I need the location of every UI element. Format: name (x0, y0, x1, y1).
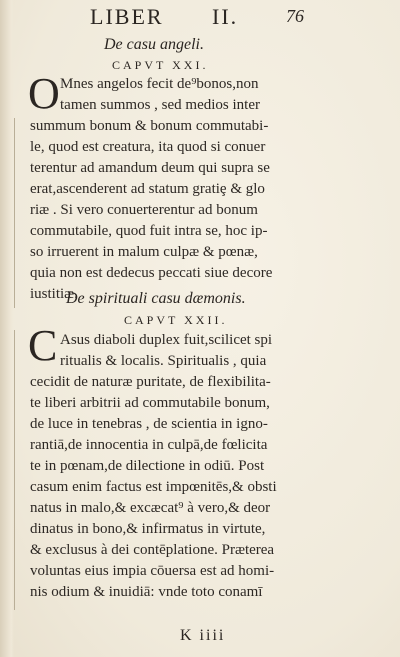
running-head-number: II. (212, 4, 239, 29)
chapter-21-line: summum bonum & bonum commutabi- (30, 118, 269, 134)
chapter-21-margin-rule (14, 118, 23, 308)
chapter-21-dropcap: O (28, 69, 60, 118)
chapter-22-text (30, 330, 320, 603)
chapter-21-line: quia non est dedecus peccati siue decore (30, 265, 273, 281)
chapter-22-line: nis odium & inuidiā: vnde toto conamī (30, 584, 263, 600)
chapter-21-line: terentur ad amandum deum qui supra se (30, 160, 270, 176)
chapter-22-line: de luce in tenebras , de scientia in igno- (30, 416, 268, 432)
chapter-22-line: ritualis & localis. Spiritualis , quia (60, 353, 267, 369)
chapter-22-title: De spirituali casu dæmonis. (66, 290, 246, 307)
folio-number: 76 (286, 6, 304, 26)
chapter-22-line: voluntas eius impia cōuersa est ad homi- (30, 563, 275, 579)
chapter-21-line: le, quod est creatura, ita quod si conuer (30, 139, 266, 155)
chapter-22-line: Asus diaboli duplex fuit,scilicet spi (60, 332, 273, 348)
chapter-21-line: so irruerent in malum culpæ & pœnæ, (30, 244, 258, 260)
chapter-22-line: cecidit de naturæ puritate, de flexibilita- (30, 374, 271, 390)
chapter-22-margin-rule (14, 330, 23, 610)
chapter-21-title: De casu angeli. (104, 36, 204, 53)
chapter-21-line: iustitiæ. (30, 286, 78, 302)
chapter-21-caput: CAPVT XXI. (112, 58, 209, 72)
chapter-21-line: tamen summos , sed medios inter (60, 97, 260, 113)
chapter-22-line: rantiā,de innocentia in culpā,de fœlicita (30, 437, 268, 453)
chapter-22-caput: CAPVT XXII. (124, 313, 228, 327)
chapter-21-line: Mnes angelos fecit de⁹bonos,non (60, 76, 259, 92)
chapter-22-line: casum enim factus est impœnitēs,& obsti (30, 479, 277, 495)
chapter-22-line: te in pœnam,de dilectione in odiū. Post (30, 458, 265, 474)
chapter-21-text (28, 69, 320, 305)
chapter-21-line: riæ . Si vero conuerterentur ad bonum (30, 202, 258, 218)
chapter-21-line: commutabile, quod fuit intra se, hoc ip- (30, 223, 268, 239)
chapter-22-line: te liberi arbitrii ad commutabile bonum, (30, 395, 270, 411)
chapter-22-dropcap: C (28, 321, 58, 370)
page-spine-shadow (0, 0, 14, 657)
chapter-22-line: dinatus in bono,& infirmatus in virtute, (30, 521, 266, 537)
chapter-21-line: erat,ascenderent ad statum gratiȩ & glo (30, 181, 265, 197)
chapter-22-line: & exclusus à dei contēplatione. Præterea (30, 542, 275, 558)
running-head-book: LIBER (90, 4, 164, 29)
signature-mark: K iiii (180, 627, 226, 644)
chapter-22-line: natus in malo,& excæcat⁹ à vero,& deor (30, 500, 271, 516)
